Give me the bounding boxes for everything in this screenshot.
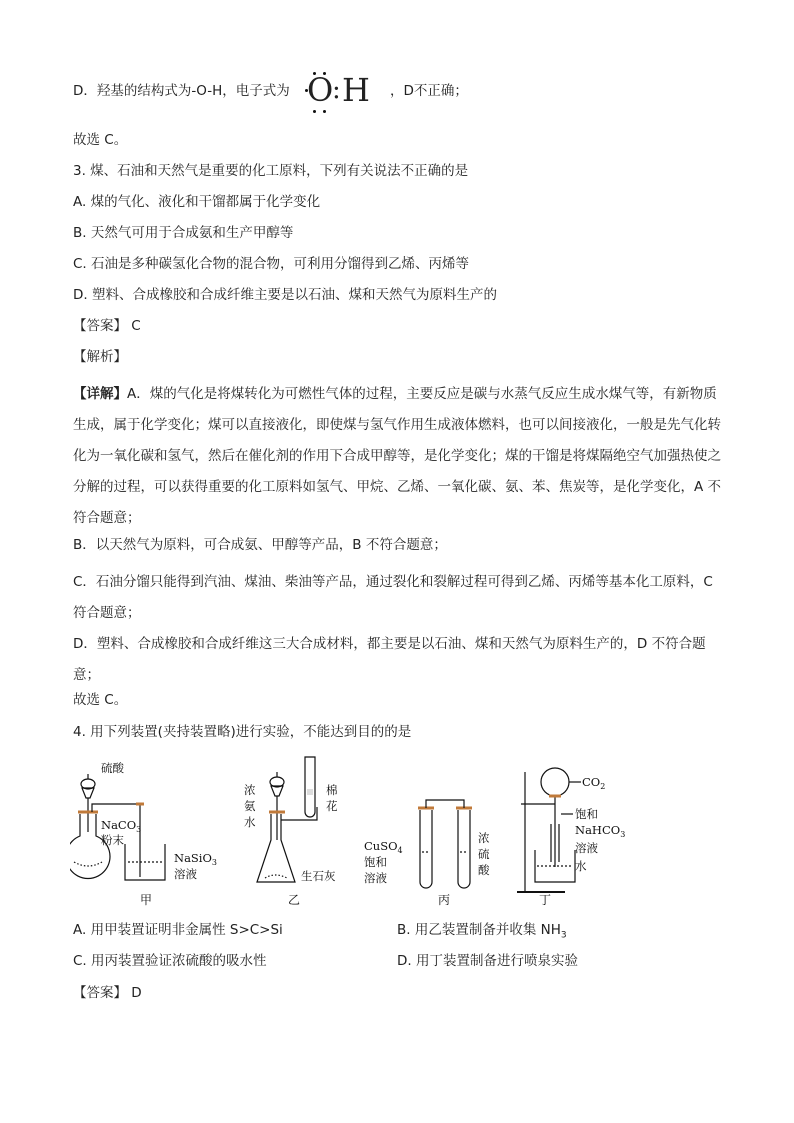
option-b-text: B. 用乙装置制备并收集 NH xyxy=(397,922,561,938)
label-solution-bing: 溶液 xyxy=(364,871,387,885)
label-sulfuric-acid: 硫酸 xyxy=(101,761,124,775)
caption-bing: 丙 xyxy=(438,893,451,907)
apparatus-yi xyxy=(257,757,317,882)
question-3-option-d: D. 塑料、合成橡胶和合成纤维主要是以石油、煤和天然气为原料生产的 xyxy=(73,287,497,303)
label-solution-ding: 溶液 xyxy=(575,841,598,855)
detail-paragraph-c: C．石油分馏只能得到汽油、煤油、柴油等产品，通过裂化和裂解过程可得到乙烯、丙烯等基本化工原料，C 符合题意； xyxy=(73,574,713,621)
hydrogen-symbol: H xyxy=(342,71,370,109)
question-4-option-d: D. 用丁装置制备进行喷泉实验 xyxy=(397,953,578,969)
label-nasio3: NaSiO$_3$ xyxy=(174,851,217,867)
option-d-conclusion: ，D不正确； xyxy=(390,83,468,99)
option-d-text: D．羟基的结构式为-O-H，电子式为 xyxy=(73,83,290,99)
question-4-option-b xyxy=(397,921,567,945)
label-conc-3: 水 xyxy=(244,815,256,829)
option-d-hydroxyl-line xyxy=(73,82,290,100)
conclusion-q2: 故选 C。 xyxy=(73,132,128,148)
question-3-option-a: A. 煤的气化、液化和干馏都属于化学变化 xyxy=(73,194,321,210)
label-cotton-1: 棉 xyxy=(326,783,338,797)
detail-a-text: A．煤的气化是将煤转化为可燃性气体的过程，主要反应是碳与水蒸气反应生成水煤气等，有新物质生成，属于化学变化；煤可以直接液化，即使煤与氢气作用生成液体燃料，也可以间接液化，一般是先气化转化为一氧化碳和氢气，然后在催化剂的作用下合成甲醇等，是化学变化；煤的干馏是将煤隔绝空气加强热使之分解的过程，可以获得重要的化工原料如氢气、甲烷、乙烯、一氧化碳、氨、苯、焦炭等，是化学变化，A 不符合题意； xyxy=(73,386,722,526)
detail-tag: 【详解】 xyxy=(73,386,127,402)
label-h2so4-3: 酸 xyxy=(478,863,490,877)
caption-jia: 甲 xyxy=(140,893,153,907)
label-nahco3: NaHCO$_3$ xyxy=(575,823,626,839)
question-4-option-a: A. 用甲装置证明非金属性 S>C>Si xyxy=(73,922,283,938)
label-conc-2: 氨 xyxy=(244,799,256,813)
label-saturated-bing: 饱和 xyxy=(364,855,387,869)
electron-dot-formula xyxy=(304,70,374,116)
caption-yi: 乙 xyxy=(288,893,301,907)
detail-paragraph-d: D．塑料、合成橡胶和合成纤维这三大合成材料，都主要是以石油、煤和天然气为原料生产的，D 不符合题意； xyxy=(73,636,706,683)
detail-paragraph-b: B．以天然气为原料，可合成氨、甲醇等产品，B 不符合题意； xyxy=(73,537,447,553)
detail-paragraph-a xyxy=(73,379,724,534)
answer-value: C xyxy=(131,318,141,334)
label-solution-jia: 溶液 xyxy=(174,867,197,881)
answer-tag-q4: 【答案】 xyxy=(73,985,127,1001)
answer-value-q4: D xyxy=(131,985,142,1001)
label-cotton-2: 花 xyxy=(326,799,338,813)
label-quicklime: 生石灰 xyxy=(301,869,336,883)
electron-dot xyxy=(323,110,326,113)
oxygen-symbol: O xyxy=(307,71,334,109)
apparatus-figure xyxy=(70,752,650,912)
answer-line-q4 xyxy=(73,984,142,1002)
label-powder: 粉末 xyxy=(101,833,124,847)
question-3-option-b: B. 天然气可用于合成氨和生产甲醇等 xyxy=(73,225,294,241)
question-4-option-c: C. 用丙装置验证浓硫酸的吸水性 xyxy=(73,953,267,969)
apparatus-bing xyxy=(418,800,472,888)
label-h2so4-1: 浓 xyxy=(478,831,490,845)
label-co2: $CO_2$ xyxy=(582,775,606,791)
caption-ding: 丁 xyxy=(539,893,552,907)
option-b-subscript: 3 xyxy=(560,930,567,941)
label-cuso4: CuSO$_4$ xyxy=(364,839,403,855)
electron-dot xyxy=(313,110,316,113)
answer-tag: 【答案】 xyxy=(73,318,127,334)
conclusion-q3: 故选 C。 xyxy=(73,692,128,708)
label-conc-1: 浓 xyxy=(244,783,256,797)
label-saturated-ding: 饱和 xyxy=(575,807,598,821)
bond-pair: : xyxy=(332,75,341,105)
question-4-stem: 4. 用下列装置(夹持装置略)进行实验，不能达到目的的是 xyxy=(73,724,412,740)
analysis-tag: 【解析】 xyxy=(73,349,127,365)
answer-line-q3 xyxy=(73,317,141,335)
label-water: 水 xyxy=(575,859,587,873)
question-3-stem: 3. 煤、石油和天然气是重要的化工原料，下列有关说法不正确的是 xyxy=(73,163,469,179)
question-3-option-c: C. 石油是多种碳氢化合物的混合物，可利用分馏得到乙烯、丙烯等 xyxy=(73,256,470,272)
label-h2so4-2: 硫 xyxy=(478,847,490,861)
label-naco3: NaCO$_3$ xyxy=(101,818,142,834)
apparatus-ding xyxy=(517,768,581,892)
